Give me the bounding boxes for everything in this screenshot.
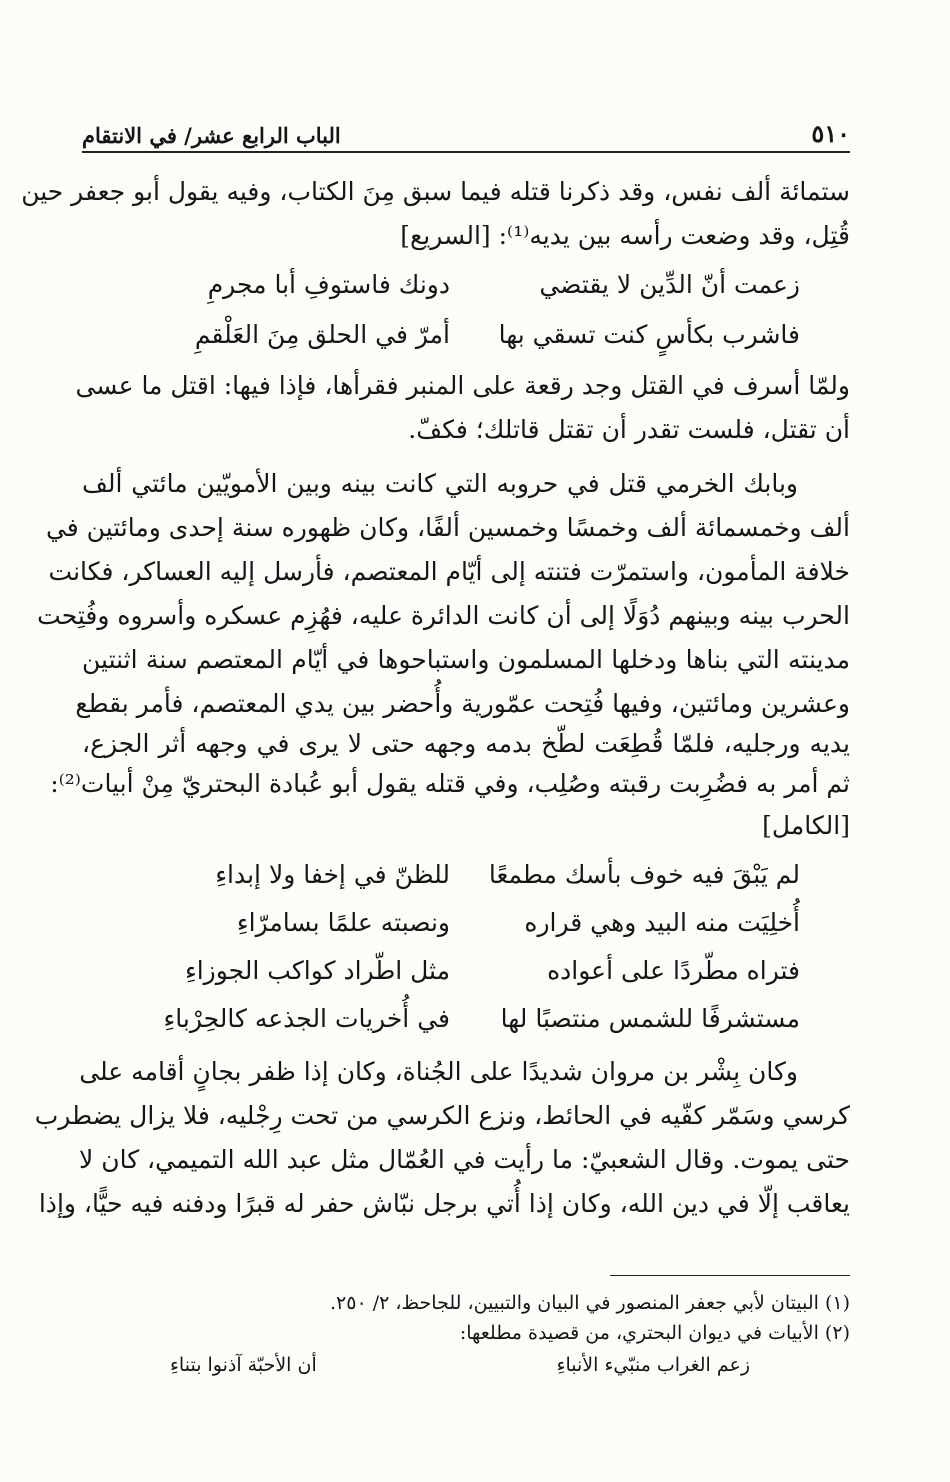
text-line: يديه ورجليه، فلمّا قُطِعَت لطّخ بدمه وجهه حتى لا يرى في وجهه أثر الجزع، xyxy=(82,729,850,758)
running-head xyxy=(82,108,850,148)
text-line: ألف وخمسمائة ألف وخمسًا وخمسين ألفًا، وكان ظهوره سنة إحدى ومائتين في xyxy=(45,513,850,542)
footnote-verse xyxy=(170,1350,750,1380)
text-line: يعاقب إلّا في دين الله، وكان إذا أُتي برجل نبّاش حفر له قبرًا ودفنه فيه حيًّا، وإذا xyxy=(38,1189,850,1218)
page-number: ٥١٠ xyxy=(811,119,850,148)
verse-line xyxy=(130,996,800,1042)
verse-line xyxy=(130,900,800,946)
text-line: كرسي وسَمّر كفّيه في الحائط، ونزع الكرسي من تحت رِجْليه، فلا يزال يضطرب xyxy=(34,1101,850,1130)
verse-hemistich-second: أن الأحبّة آذنوا بتناءِ xyxy=(170,1354,317,1376)
verse-hemistich-first: فاشرب بكأسٍ كنت تسقي بها xyxy=(498,320,800,349)
verse-hemistich-second: في أُخريات الجذعه كالحِرْباءِ xyxy=(163,1004,450,1033)
verse-hemistich-second: مثل اطّراد كواكب الجوزاءِ xyxy=(184,956,450,985)
verse-hemistich-second: دونك فاستوفِ أبا مجرمِ xyxy=(207,270,450,299)
text-line: ستمائة ألف نفس، وقد ذكرنا قتله فيما سبق مِنَ الكتاب، وفيه يقول أبو جعفر حين xyxy=(21,177,850,206)
verse-line xyxy=(130,262,800,308)
verse-hemistich-second: أمرّ في الحلق مِنَ العَلْقمِ xyxy=(194,320,450,349)
verse-hemistich-first: مستشرفًا للشمس منتصبًا لها xyxy=(500,1004,800,1033)
verse-hemistich-first: زعم الغراب منبّيء الأنباءِ xyxy=(556,1354,750,1376)
verse-hemistich-first: فتراه مطّردًا على أعواده xyxy=(547,956,800,985)
verse-line xyxy=(130,852,800,898)
text-line: ولمّا أسرف في القتل وجد رقعة على المنبر فقرأها، فإذا فيها: اقتل ما عسى xyxy=(75,371,850,400)
text-line: وعشرين ومائتين، وفيها فُتِحت عمّورية وأُحضر بين يدي المعتصم، فأمر بقطع xyxy=(75,689,850,718)
verse-line xyxy=(130,948,800,994)
verse-hemistich-first: أُخلِيَت منه البيد وهي قراره xyxy=(524,908,800,937)
verse-line xyxy=(130,312,800,358)
chapter-title: الباب الرابع عشر/ في الانتقام xyxy=(82,123,341,148)
verse-hemistich-second: ونصبته علمًا بسامرّاءِ xyxy=(236,908,450,937)
verse-hemistich-first: زعمت أنّ الدِّين لا يقتضي xyxy=(539,270,800,299)
text-line: أن تقتل، فلست تقدر أن تقتل قاتلك؛ فكفّ. xyxy=(408,415,850,444)
footnote: (١) البيتان لأبي جعفر المنصور في البيان والتبيين، للجاحظ، ٢/ ٢٥٠. xyxy=(330,1292,850,1314)
text-line: مدينته التي بناها ودخلها المسلمون واستباحوها في أيّام المعتصم سنة اثنتين xyxy=(82,645,850,674)
text-line: حتى يموت. وقال الشعبيّ: ما رأيت في العُمّال مثل عبد الله التميمي، كان لا xyxy=(79,1145,850,1174)
verse-hemistich-first: لم يَبْقَ فيه خوف بأسك مطمعًا xyxy=(488,860,800,889)
text-line: الحرب بينه وبينهم دُوَلًا إلى أن كانت الدائرة عليه، فهُزِم عسكره وأسروه وفُتِحت xyxy=(37,601,850,630)
text-line: خلافة المأمون، واستمرّت فتنته إلى أيّام المعتصم، فأرسل إليه العساكر، فكانت xyxy=(48,557,850,586)
text-line: وبابك الخرمي قتل في حروبه التي كانت بينه وبين الأمويّين مائتي ألف xyxy=(82,469,798,498)
footnote-rule xyxy=(610,1275,850,1276)
footnote: (٢) الأبيات في ديوان البحتري، من قصيدة مطلعها: xyxy=(459,1322,850,1344)
text-line: ثم أمر به فضُرِبت رقبته وصُلِب، وفي قتله يقول أبو عُبادة البحتريّ مِنْ أبيات⁽²⁾: xyxy=(50,769,850,798)
text-line: وكان بِشْر بن مروان شديدًا على الجُناة، وكان إذا ظفر بجانٍ أقامه على xyxy=(79,1057,798,1086)
text-line: [الكامل] xyxy=(762,811,850,840)
text-line: قُتِل، وقد وضعت رأسه بين يديه⁽¹⁾: [السريع] xyxy=(400,221,850,250)
header-rule xyxy=(82,151,850,153)
verse-hemistich-second: للظنّ في إخفا ولا إبداءِ xyxy=(215,860,450,889)
